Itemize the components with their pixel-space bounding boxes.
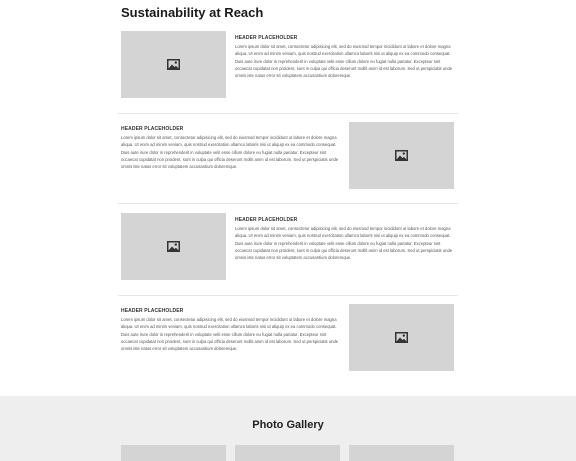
page-title: Sustainability at Reach bbox=[121, 5, 264, 20]
image-placeholder bbox=[349, 304, 454, 371]
image-icon bbox=[167, 241, 180, 252]
text-block bbox=[121, 126, 341, 170]
gallery-title: Photo Gallery bbox=[252, 419, 324, 431]
gallery-thumbnail[interactable] bbox=[235, 445, 340, 461]
divider bbox=[118, 113, 458, 114]
image-placeholder bbox=[121, 213, 226, 280]
block-heading: HEADER PLACEHOLDER bbox=[235, 35, 298, 41]
block-body: Lorem ipsum dolor sit amet, consectetur adipisicing elit, sed do eiusmod tempor incididunt ut labore et dolore magna aliqua. Ut enim ad minim veniam, quis nostrud exercitation ullamco laboris nisi ut aliquip ex ea commodo consequat. Duis aute irure dolor in reprehenderit in voluptate velit esse cillum dolore eu fugiat nulla pariatur. Excepteur sint occaecat cupidatat non proident, sunt in culpa qui officia deserunt mollit anim id est laborum. Sed ut perspiciatis unde omnis iste natus error sit voluptatem accusantium doloremque. bbox=[235, 226, 453, 261]
block-body: Lorem ipsum dolor sit amet, consectetur adipisicing elit, sed do eiusmod tempor incididunt ut labore et dolore magna aliqua. Ut enim ad minim veniam, quis nostrud exercitation ullamco laboris nisi ut aliquip ex ea commodo consequat. Duis aute irure dolor in reprehenderit in voluptate velit esse cillum dolore eu fugiat nulla pariatur. Excepteur sint occaecat cupidatat non proident, sunt in culpa qui officia deserunt mollit anim id est laborum. Sed ut perspiciatis unde omnis iste natus error sit voluptatem accusantium doloremque. bbox=[235, 44, 453, 79]
image-placeholder bbox=[349, 122, 454, 189]
content-block bbox=[121, 304, 455, 371]
image-icon bbox=[167, 59, 180, 70]
photo-gallery-section bbox=[0, 396, 576, 461]
image-placeholder bbox=[121, 31, 226, 98]
text-block bbox=[235, 35, 455, 79]
image-icon bbox=[395, 150, 408, 161]
block-body: Lorem ipsum dolor sit amet, consectetur adipisicing elit, sed do eiusmod tempor incididunt ut labore et dolore magna aliqua. Ut enim ad minim veniam, quis nostrud exercitation ullamco laboris nisi ut aliquip ex ea commodo consequat. Duis aute irure dolor in reprehenderit in voluptate velit esse cillum dolore eu fugiat nulla pariatur. Excepteur sint occaecat cupidatat non proident, sunt in culpa qui officia deserunt mollit anim id est laborum. Sed ut perspiciatis unde omnis iste natus error sit voluptatem accusantium doloremque. bbox=[121, 317, 339, 352]
content-block bbox=[121, 122, 455, 189]
text-block bbox=[235, 217, 455, 261]
divider bbox=[118, 203, 458, 204]
block-body: Lorem ipsum dolor sit amet, consectetur adipisicing elit, sed do eiusmod tempor incididunt ut labore et dolore magna aliqua. Ut enim ad minim veniam, quis nostrud exercitation ullamco laboris nisi ut aliquip ex ea commodo consequat. Duis aute irure dolor in reprehenderit in voluptate velit esse cillum dolore eu fugiat nulla pariatur. Excepteur sint occaecat cupidatat non proident, sunt in culpa qui officia deserunt mollit anim id est laborum. Sed ut perspiciatis unde omnis iste natus error sit voluptatem accusantium doloremque. bbox=[121, 135, 339, 170]
content-block bbox=[121, 213, 455, 280]
text-block bbox=[121, 308, 341, 352]
block-heading: HEADER PLACEHOLDER bbox=[235, 217, 298, 223]
gallery-thumbnail[interactable] bbox=[349, 445, 454, 461]
gallery-thumbnail[interactable] bbox=[121, 445, 226, 461]
block-heading: HEADER PLACEHOLDER bbox=[121, 308, 184, 314]
content-block bbox=[121, 31, 455, 98]
block-heading: HEADER PLACEHOLDER bbox=[121, 126, 184, 132]
image-icon bbox=[395, 332, 408, 343]
divider bbox=[118, 295, 458, 296]
